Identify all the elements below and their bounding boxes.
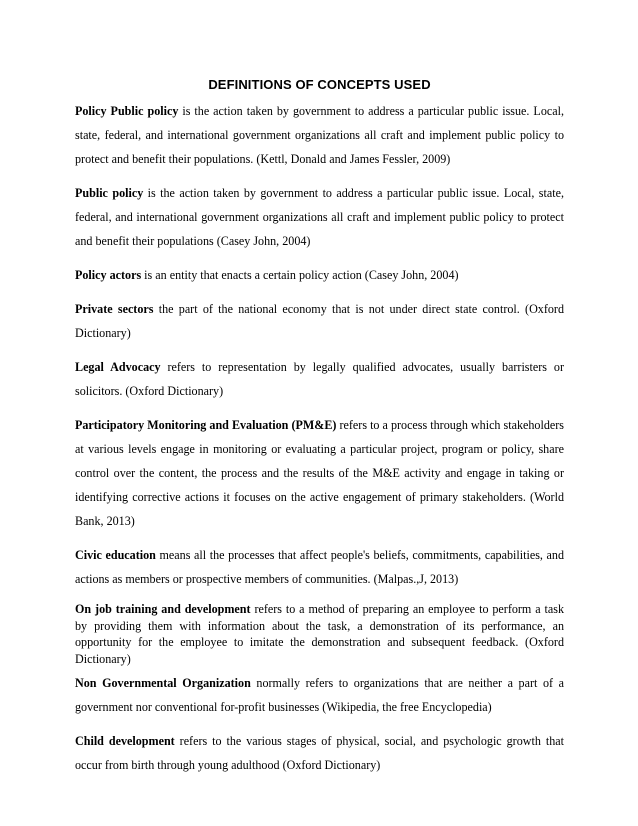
definition-term: Policy actors: [75, 268, 142, 282]
definition-term: Non Governmental Organization: [75, 676, 251, 690]
definition-legal-advocacy: [75, 355, 564, 403]
definition-term: Private sectors: [75, 302, 154, 316]
definition-term: Participatory Monitoring and Evaluation (PM&E): [75, 418, 337, 432]
definition-text: refers to the various stages of physical, social, and psychologic growth that occur from birth through young adulthood (Oxford Dictionary): [75, 734, 564, 772]
definition-term: On job training and development: [75, 602, 251, 616]
definition-pme: [75, 413, 564, 533]
definition-text: normally refers to organizations that are neither a part of a government nor conventional for-profit businesses (Wikipedia, the free Encyclopedia): [75, 676, 564, 714]
definition-text: means all the processes that affect people's beliefs, commitments, capabilities, and actions as members or prospective members of communities. (Malpas.,J, 2013): [75, 548, 564, 586]
definition-term: Civic education: [75, 548, 156, 562]
definition-public-policy: [75, 181, 564, 253]
definition-text: is the action taken by government to address a particular public issue. Local, state, federal, and international government organizations all craft and implement public policy to protect and benefit their populations (Casey John, 2004): [75, 186, 564, 248]
definition-term: Public policy: [75, 186, 144, 200]
definition-policy-public-policy: [75, 99, 564, 171]
definition-ngo: [75, 671, 564, 719]
definition-text: is an entity that enacts a certain policy action (Casey John, 2004): [141, 268, 459, 282]
definition-text: is the action taken by government to address a particular public issue. Local, state, federal, and international government organizations all craft and implement public policy to protect and benefit their populations. (Kettl, Donald and James Fessler, 2009): [75, 104, 564, 166]
definition-text: refers to representation by legally qualified advocates, usually barristers or solicitors. (Oxford Dictionary): [75, 360, 564, 398]
definition-text: refers to a process through which stakeholders at various levels engage in monitoring or evaluating a particular project, program or policy, share control over the content, the process and the results of the M&E activity and engage in taking or identifying corrective actions it focuses on the active engagement of primary stakeholders. (World Bank, 2013): [75, 418, 564, 528]
definition-civic-education: [75, 543, 564, 591]
definition-term: Policy Public policy: [75, 104, 179, 118]
definition-text: the part of the national economy that is not under direct state control. (Oxford Dictionary): [75, 302, 564, 340]
definition-text: refers to a method of preparing an employee to perform a task by providing them with information about the task, a demonstration of its performance, an opportunity for the employee to imitate the demonstration and subsequent feedback. (Oxford Dictionary): [75, 602, 564, 666]
definition-policy-actors: [75, 263, 564, 287]
definition-term: Legal Advocacy: [75, 360, 161, 374]
page-title: DEFINITIONS OF CONCEPTS USED: [208, 77, 431, 92]
definition-private-sectors: [75, 297, 564, 345]
definition-term: Child development: [75, 734, 175, 748]
definition-child-development: [75, 729, 564, 777]
definition-on-job-training: [75, 601, 564, 667]
